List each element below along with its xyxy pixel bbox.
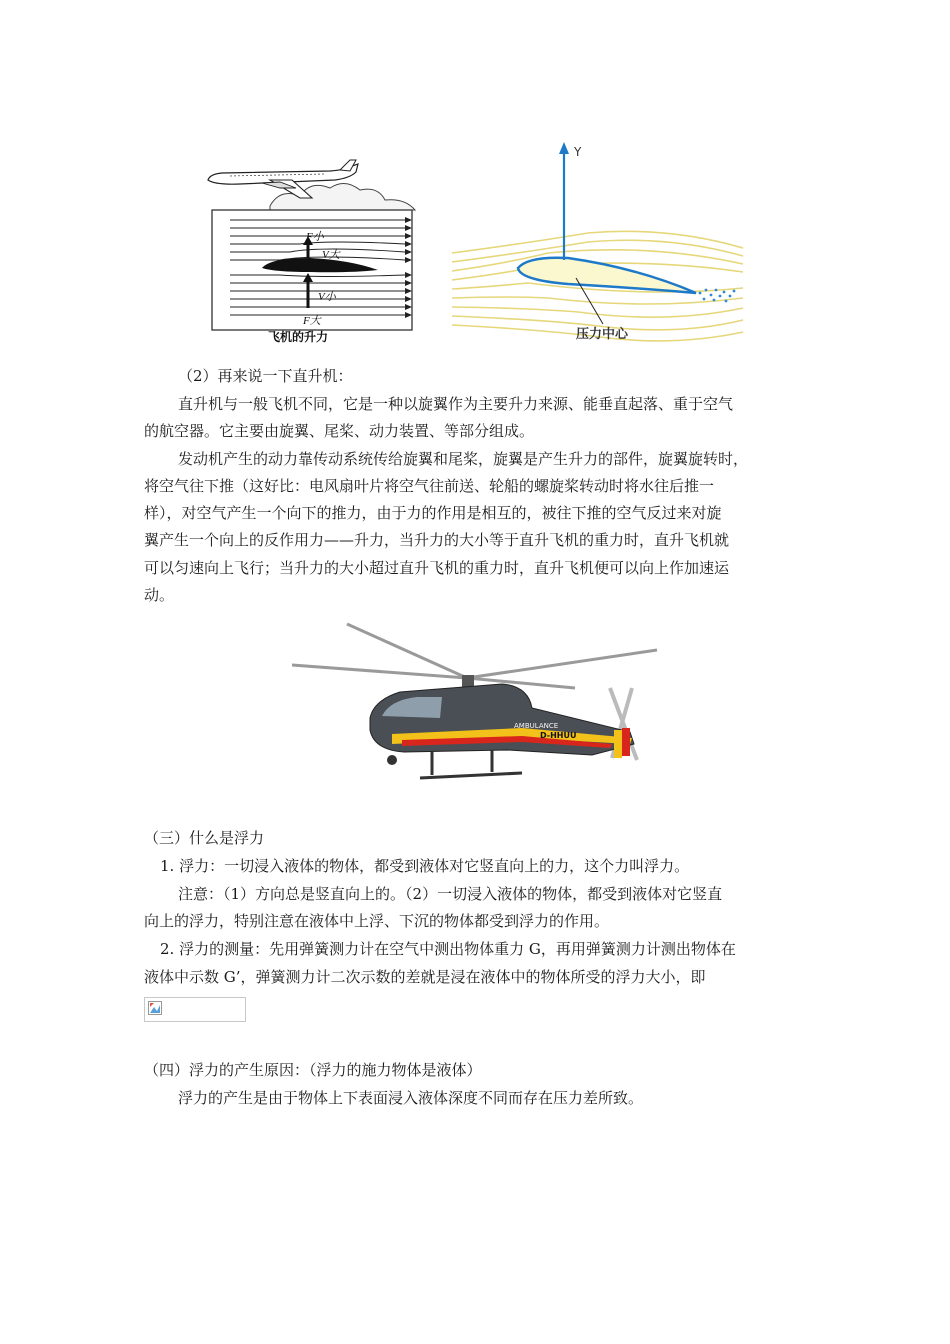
para-3-line-4: 翼产生一个向上的反作用力——升力，当升力的大小等于直升飞机的重力时，直升飞机就 [144, 531, 730, 549]
s4-line-1: 浮力的产生是由于物体上下表面浸入液体深度不同而存在压力差所致。 [178, 1089, 644, 1107]
landing-gear [420, 750, 522, 778]
para-3-line-1: 发动机产生的动力靠传动系统传给旋翼和尾桨，旋翼是产生升力的部件，旋翼旋转时， [178, 450, 749, 468]
label-f-small: F小 [306, 231, 324, 243]
label-v-big: V大 [322, 249, 340, 261]
para-3-line-5: 可以匀速向上飞行；当升力的大小超过直升飞机的重力时，直升飞机便可以向上作加速运 [144, 559, 730, 577]
s3-note-line-1: 注意：（1）方向总是竖直向上的。（2）一切浸入液体的物体，都受到液体对它竖直 [178, 885, 723, 903]
s3-item-2-line-1: 2. 浮力的测量：先用弹簧测力计在空气中测出物体重力 G，再用弹簧测力计测出物体在 [160, 940, 736, 958]
label-f-big: F大 [303, 315, 321, 327]
section-2-heading: （2）再来说一下直升机： [178, 367, 353, 385]
helicopter-photo [292, 620, 662, 795]
para-3-line-2: 将空气往下推（这好比：电风扇叶片将空气往前送、轮船的螺旋桨转动时将水往后推一 [144, 477, 715, 495]
para-2-line-1: 直升机与一般飞机不同，它是一种以旋翼作为主要升力来源、能垂直起落、重于空气 [178, 395, 734, 413]
section-3-heading: （三）什么是浮力 [144, 829, 265, 847]
airfoil-pressure-diagram [448, 138, 748, 348]
s3-item-2-line-2: 液体中示数 G’，弹簧测力计二次示数的差就是浸在液体中的物体所受的浮力大小，即 [144, 968, 706, 986]
helicopter-side-text: AMBULANCE [514, 722, 559, 730]
section-4-heading: （四）浮力的产生原因：（浮力的施力物体是液体） [144, 1061, 482, 1079]
s3-note-line-2: 向上的浮力，特别注意在液体中上浮、下沉的物体都受到浮力的作用。 [144, 912, 610, 930]
y-axis-label: Y [574, 145, 582, 159]
main-rotor-blades [292, 624, 657, 688]
aircraft-lift-diagram [200, 158, 425, 348]
para-3-line-6: 动。 [144, 586, 175, 604]
figure-caption-pressure: 压力中心 [576, 327, 629, 342]
helicopter-registration: D-HHUU [540, 731, 577, 740]
s3-item-1: 1. 浮力：一切浸入液体的物体，都受到液体对它竖直向上的力，这个力叫浮力。 [160, 857, 690, 875]
para-2-line-2: 的航空器。它主要由旋翼、尾桨、动力装置、等部分组成。 [144, 422, 535, 440]
para-3-line-3: 样），对空气产生一个向下的推力，由于力的作用是相互的，被往下推的空气反过来对旋 [144, 504, 722, 522]
broken-image-icon [148, 1001, 162, 1015]
label-v-small: V小 [318, 291, 336, 303]
broken-formula-image [144, 997, 246, 1022]
figure-caption-lift: 飞机的升力 [268, 330, 329, 344]
